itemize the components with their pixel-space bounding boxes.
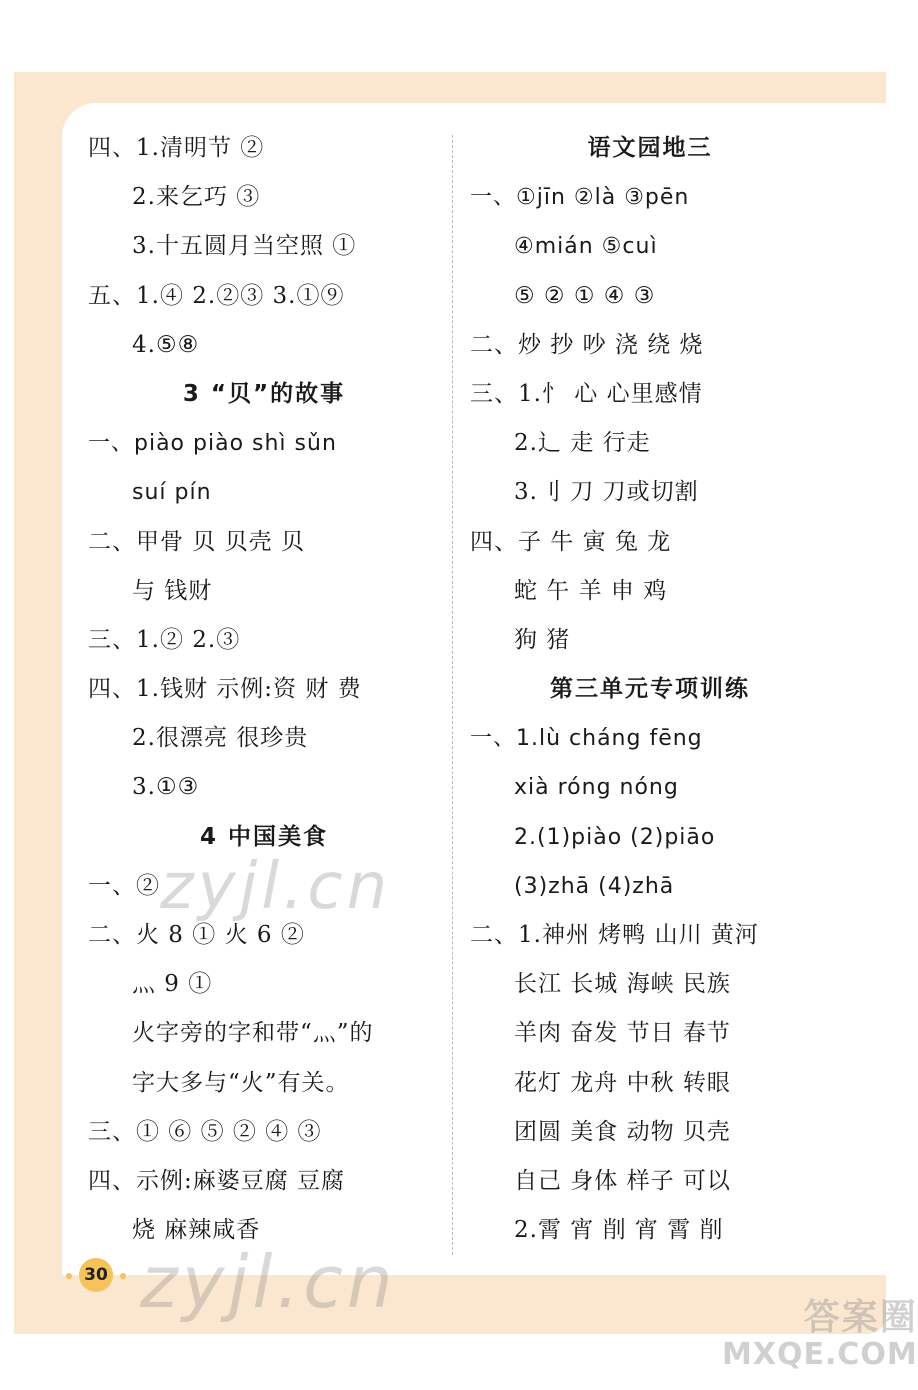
- answer-line: 三、1.忄 心 心里感情: [470, 380, 703, 407]
- answer-line: 2.霄 宵 削 宵 霄 削: [514, 1217, 724, 1244]
- watermark-logo: [722, 1298, 918, 1371]
- answer-line: 火字旁的字和带“灬”的: [132, 1020, 374, 1047]
- answer-line: 一、piào piào shì sǔn: [88, 431, 337, 457]
- answer-line: 字大多与“火”有关。: [132, 1069, 350, 1096]
- answer-line: 羊肉 奋发 节日 春节: [514, 1020, 731, 1047]
- answer-line: 与 钱财: [132, 577, 213, 604]
- answer-line: 4.⑤⑧: [132, 331, 200, 358]
- answer-line: 五、1.④ 2.②③ 3.①⑨: [88, 282, 345, 309]
- section-heading: 语文园地三: [587, 135, 713, 161]
- answer-line: 3.刂 刀 刀或切割: [514, 479, 699, 506]
- column-divider: [452, 135, 453, 1255]
- section-heading: 4 中国美食: [199, 823, 328, 850]
- answer-line: 烧 麻辣咸香: [132, 1217, 261, 1244]
- watermark-logo-cn: 答案圈: [803, 1297, 918, 1338]
- answer-line: 狗 猪: [514, 626, 571, 653]
- left-column: [88, 124, 440, 1255]
- answer-line: 2.(1)piào (2)piāo: [514, 824, 716, 850]
- decor-dot: [120, 1273, 126, 1279]
- answer-line: 一、1.lù cháng fēng: [470, 726, 703, 752]
- answer-line: 二、火 8 ① 火 6 ②: [88, 922, 305, 948]
- answer-line: 四、1.钱财 示例:资 财 费: [88, 676, 362, 703]
- answer-line: (3)zhā (4)zhā: [514, 873, 675, 899]
- answer-line: 三、① ⑥ ⑤ ② ④ ③: [88, 1118, 322, 1145]
- watermark-site: zyjl.cn: [160, 850, 392, 924]
- section-heading: 第三单元专项训练: [550, 676, 750, 703]
- answer-line: 3.十五圆月当空照 ①: [132, 233, 357, 260]
- page-number: 30: [79, 1258, 113, 1292]
- answer-line: 二、1.神州 烤鸭 山川 黄河: [470, 922, 759, 948]
- answer-line: ⑤ ② ① ④ ③: [514, 282, 656, 309]
- answer-line: 2.很漂亮 很珍贵: [132, 725, 309, 752]
- answer-line: 3.①③: [132, 774, 200, 801]
- answer-line: 2.来乞巧 ③: [132, 184, 261, 211]
- answer-line: 一、①jīn ②là ③pēn: [470, 185, 690, 211]
- answer-line: 四、1.清明节 ②: [88, 135, 265, 161]
- answer-line: suí pín: [132, 480, 212, 506]
- watermark-site: zyjl.cn: [140, 1240, 397, 1324]
- answer-line: 一、②: [88, 872, 160, 899]
- answer-line: 四、子 牛 寅 兔 龙: [470, 528, 672, 555]
- right-column: [470, 124, 830, 1255]
- answer-line: 自己 身体 样子 可以: [514, 1167, 731, 1194]
- answer-line: 长江 长城 海峡 民族: [514, 971, 731, 998]
- answer-line: ④mián ⑤cuì: [514, 234, 658, 260]
- watermark-logo-en: MXQE.COM: [722, 1336, 918, 1372]
- answer-line: 花灯 龙舟 中秋 转眼: [514, 1069, 731, 1096]
- decor-dot: [66, 1273, 72, 1279]
- answer-line: xià róng nóng: [514, 775, 679, 801]
- answer-line: 三、1.② 2.③: [88, 626, 241, 653]
- section-heading: 3 “贝”的故事: [182, 380, 346, 407]
- answer-line: 蛇 午 羊 申 鸡: [514, 577, 668, 604]
- answer-line: 2.辶 走 行走: [514, 430, 651, 457]
- answer-line: 二、甲骨 贝 贝壳 贝: [88, 528, 305, 555]
- answer-line: 灬 9 ①: [132, 971, 213, 998]
- answer-line: 团圆 美食 动物 贝壳: [514, 1118, 731, 1145]
- answer-line: 二、炒 抄 吵 浇 绕 烧: [470, 331, 704, 358]
- answer-line: 四、示例:麻婆豆腐 豆腐: [88, 1167, 346, 1194]
